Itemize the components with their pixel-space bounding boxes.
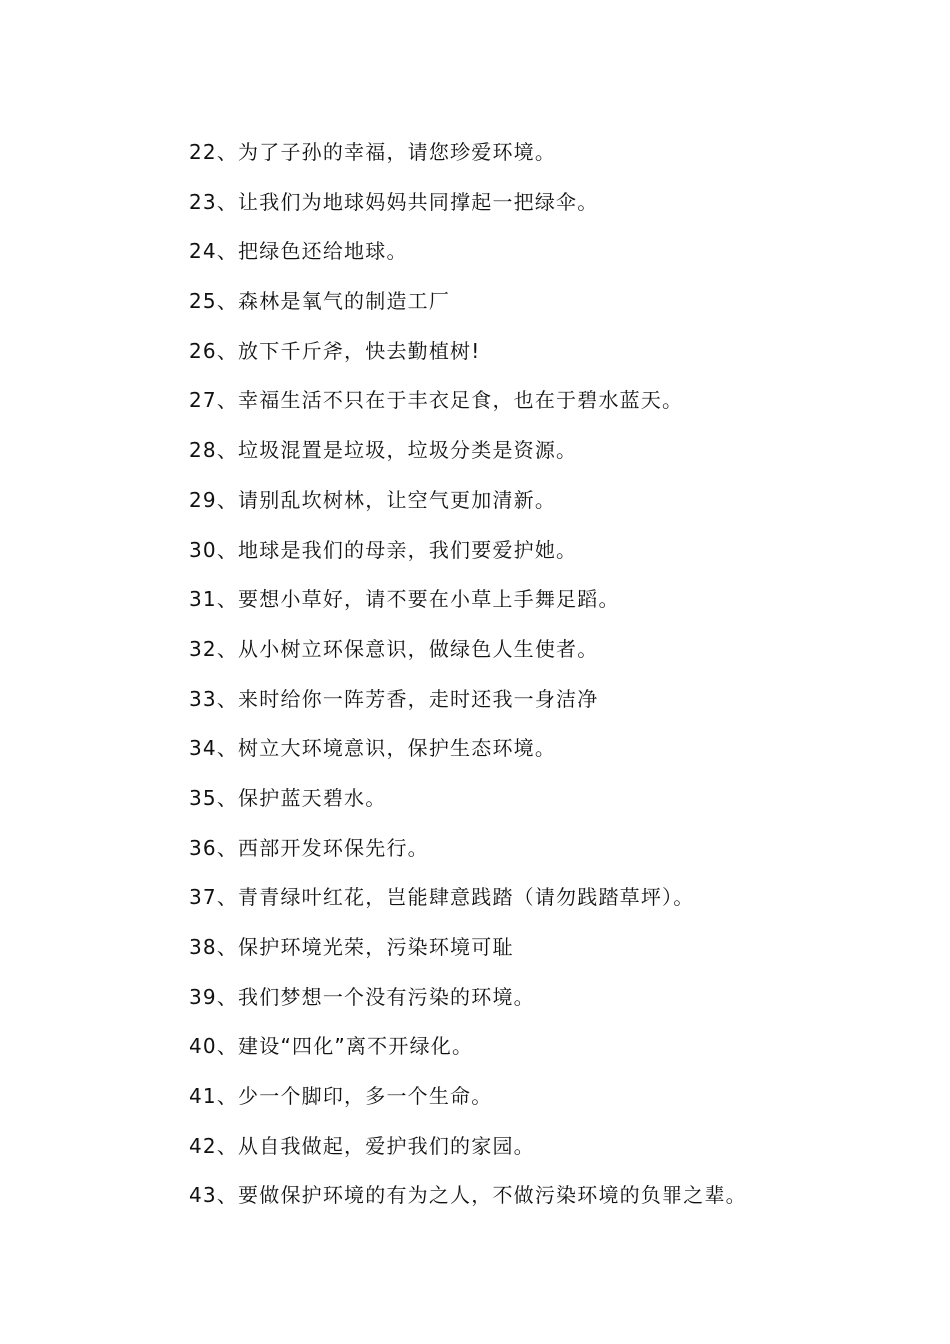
slogan-line: 31、要想小草好，请不要在小草上手舞足蹈。	[189, 587, 620, 612]
slogan-line: 40、建设“四化”离不开绿化。	[189, 1034, 474, 1059]
slogan-line: 34、树立大环境意识，保护生态环境。	[189, 736, 557, 761]
slogan-line: 41、少一个脚印，多一个生命。	[189, 1084, 493, 1109]
slogan-line: 43、要做保护环境的有为之人，不做污染环境的负罪之辈。	[189, 1183, 747, 1208]
slogan-list	[189, 136, 909, 1229]
slogan-line: 22、为了子孙的幸福，请您珍爱环境。	[189, 140, 557, 164]
slogan-line: 23、让我们为地球妈妈共同撑起一把绿伞。	[189, 189, 599, 214]
slogan-line: 25、森林是氧气的制造工厂	[189, 289, 451, 314]
slogan-line: 29、请别乱坎树林，让空气更加清新。	[189, 487, 557, 512]
slogan-line: 37、青青绿叶红花，岂能肆意践踏（请勿践踏草坪）。	[189, 885, 695, 910]
slogan-line: 38、保护环境光荣，污染环境可耻	[189, 935, 514, 959]
slogan-line: 30、地球是我们的母亲，我们要爱护她。	[189, 537, 578, 562]
slogan-line: 26、放下千斤斧，快去勤植树!	[189, 338, 481, 363]
slogan-line: 35、保护蓝天碧水。	[189, 785, 387, 810]
slogan-line: 39、我们梦想一个没有污染的环境。	[189, 984, 535, 1009]
slogan-line: 36、西部开发环保先行。	[189, 835, 429, 860]
slogan-line: 32、从小树立环保意识，做绿色人生使者。	[189, 636, 599, 661]
slogan-line: 42、从自我做起，爱护我们的家园。	[189, 1133, 535, 1158]
slogan-line: 24、把绿色还给地球。	[189, 239, 408, 264]
slogan-line: 28、垃圾混置是垃圾，垃圾分类是资源。	[189, 438, 578, 463]
slogan-line: 33、来时给你一阵芳香，走时还我一身洁净	[189, 686, 599, 711]
slogan-line: 27、幸福生活不只在于丰衣足食，也在于碧水蓝天。	[189, 388, 684, 413]
